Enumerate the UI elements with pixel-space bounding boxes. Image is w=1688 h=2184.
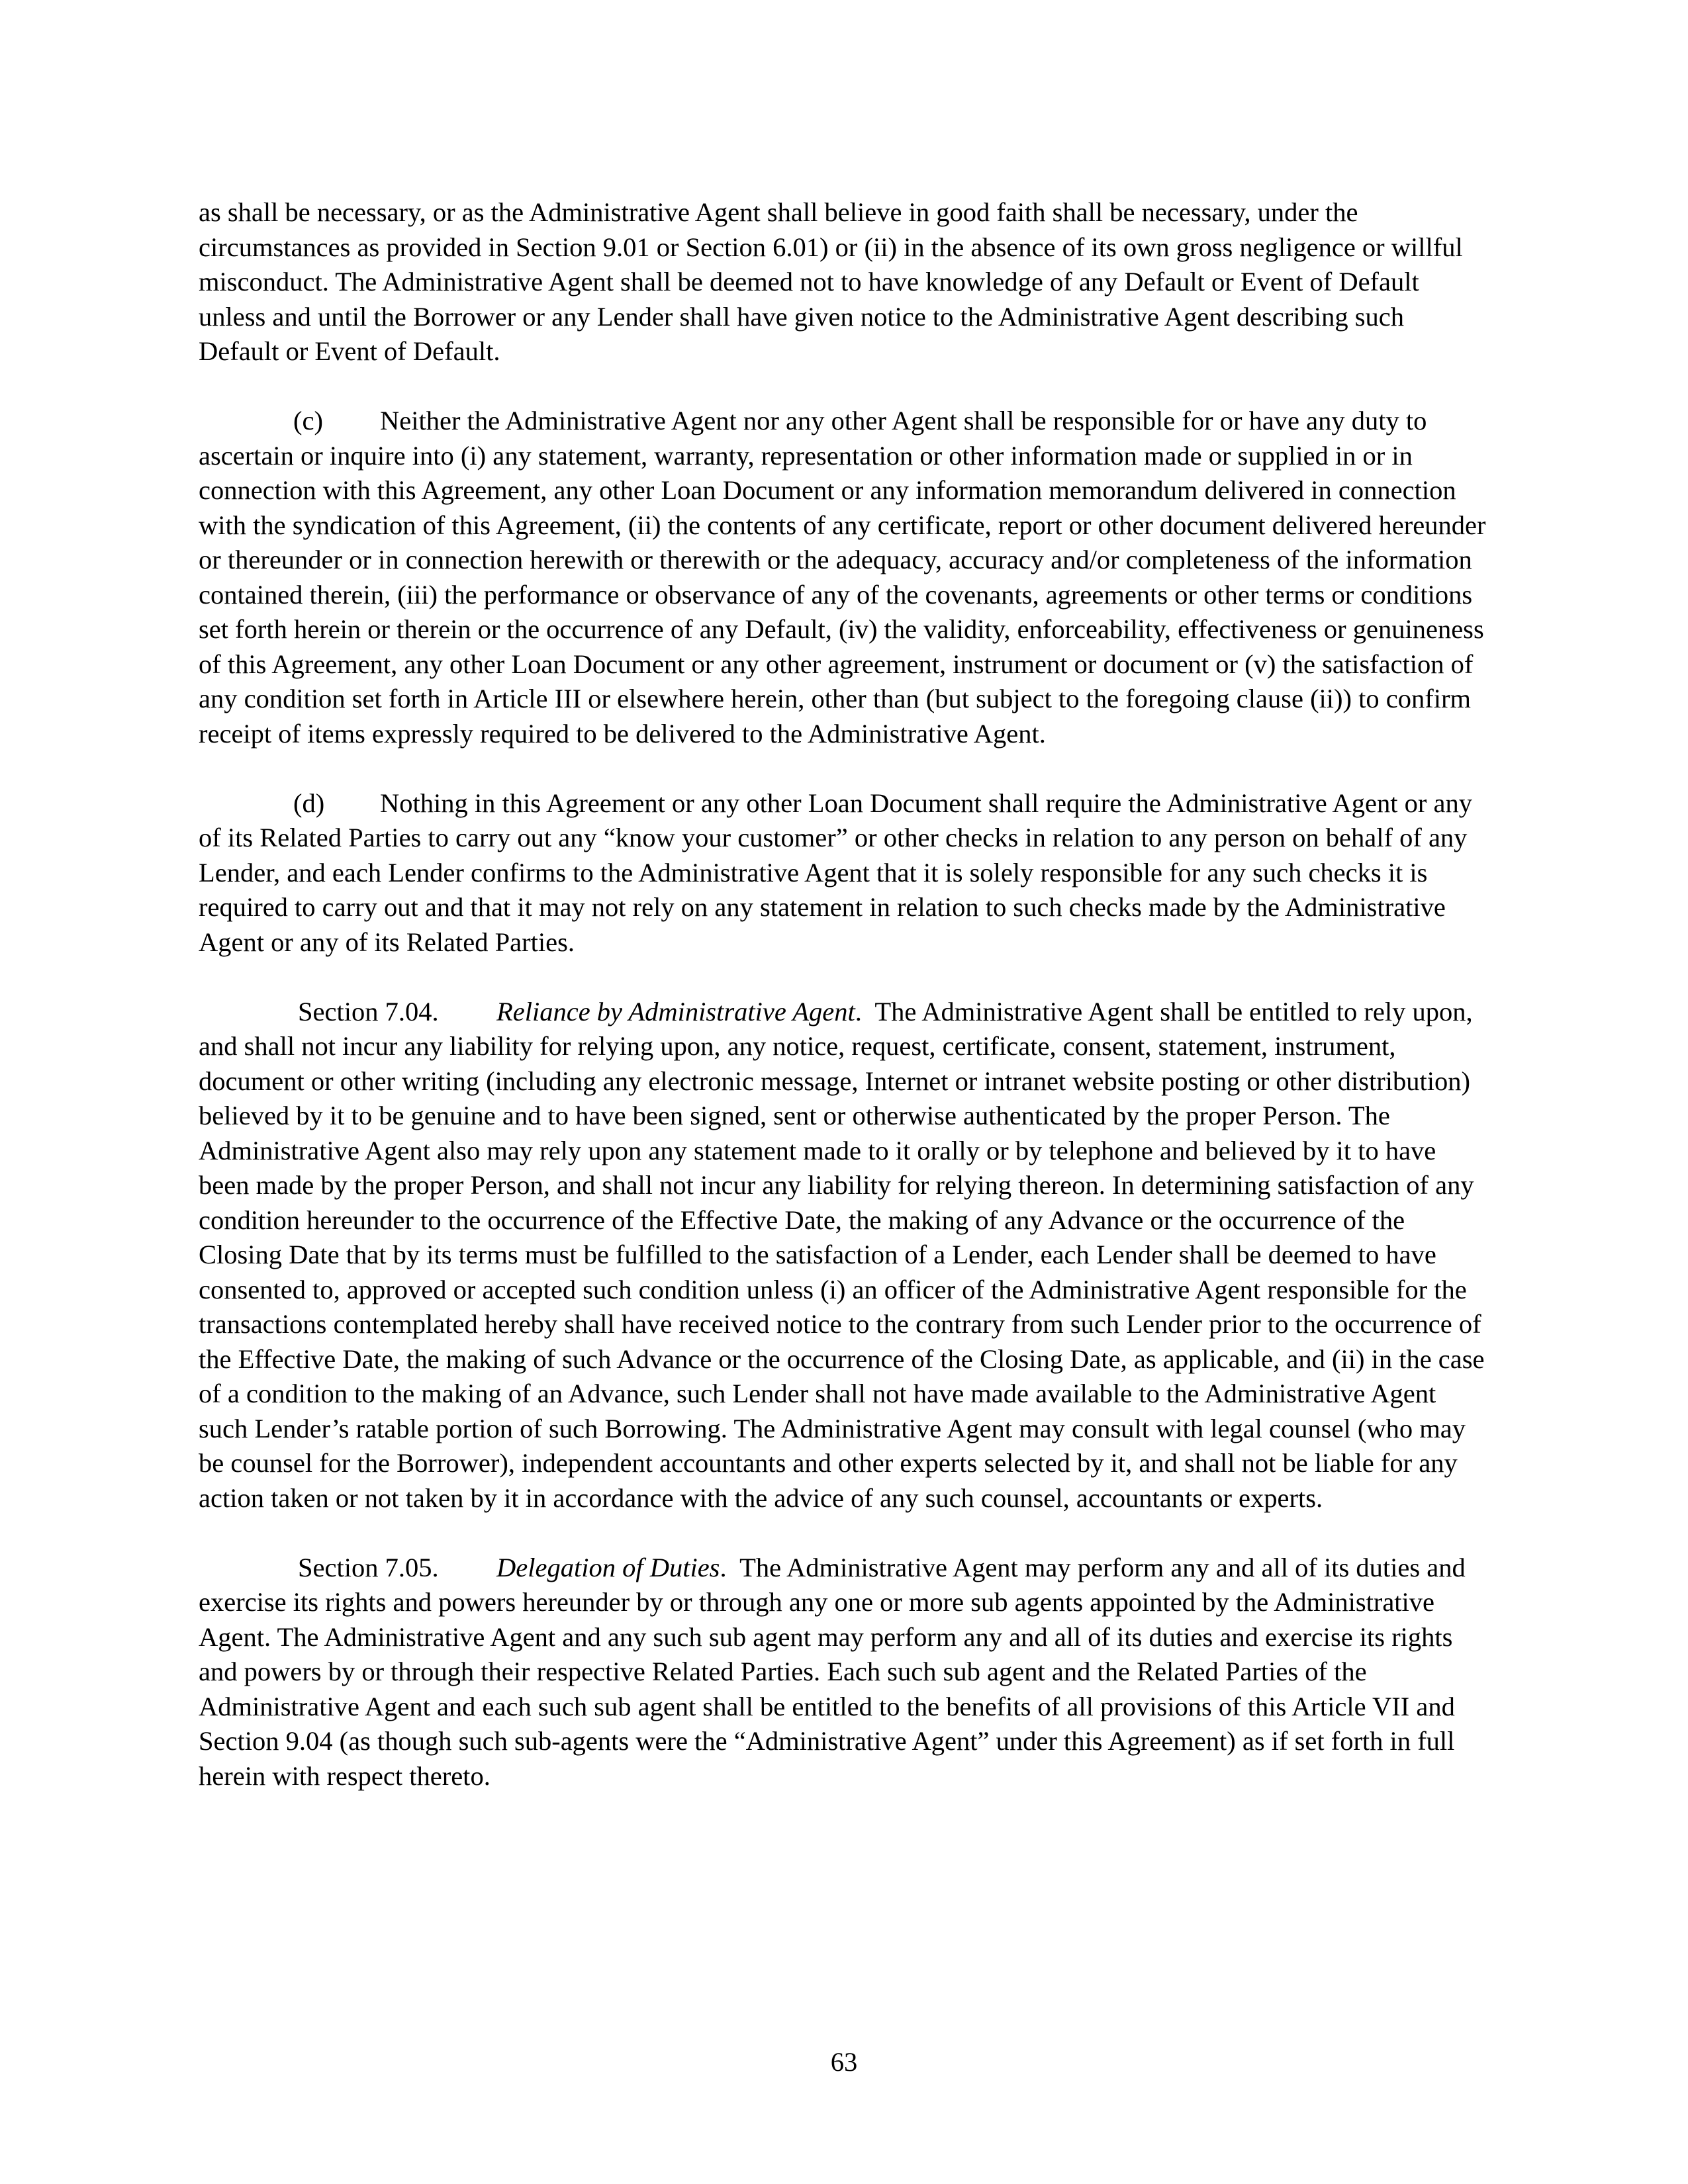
- paragraph-d: [199, 786, 1489, 960]
- section-7-05-heading-punct: .: [720, 1552, 727, 1582]
- section-7-04: [199, 995, 1489, 1516]
- paragraph-c: [199, 404, 1489, 751]
- section-7-04-number: Section 7.04.: [298, 996, 439, 1026]
- continuation-text: as shall be necessary, or as the Administrative Agent shall believe in good faith shall be necessary, under the circumstances as provided in Section 9.01 or Section 6.01) or (ii) in the absence of its own gross negligence or willful misconduct. The Administrative Agent shall be deemed not to have knowledge of any Default or Event of Default unless and until the Borrower or any Lender shall have given notice to the Administrative Agent describing such Default or Event of Default.: [199, 197, 1463, 366]
- paragraph-c-text: Neither the Administrative Agent nor any other Agent shall be responsible for or have any duty to ascertain or inquire into (i) any statement, warranty, representation or other information made or supplied in or in connection with this Agreement, any other Loan Document or any information memorandum delivered in connection with the syndication of this Agreement, (ii) the contents of any certificate, report or other document delivered hereunder or thereunder or in connection herewith or therewith or the adequacy, accuracy and/or completeness of the information contained therein, (iii) the performance or observance of any of the covenants, agreements or other terms or conditions set forth herein or therein or the occurrence of any Default, (iv) the validity, enforceability, effectiveness or genuineness of this Agreement, any other Loan Document or any other agreement, instrument or document or (v) the satisfaction of any condition set forth in Article III or elsewhere herein, other than (but subject to the foregoing clause (ii)) to confirm receipt of items expressly required to be delivered to the Administrative Agent.: [199, 406, 1486, 749]
- paragraph-c-label: (c): [293, 406, 323, 435]
- section-7-05-number: Section 7.05.: [298, 1552, 439, 1582]
- paragraph-d-label: (d): [293, 788, 325, 818]
- paragraph-d-text: Nothing in this Agreement or any other Loan Document shall require the Administrative Agent or any of its Related Parties to carry out any “know your customer” or other checks in relation to any person on behalf of any Lender, and each Lender confirms to the Administrative Agent that it is solely responsible for any such checks it is required to carry out and that it may not rely on any statement in relation to such checks made by the Administrative Agent or any of its Related Parties.: [199, 788, 1472, 957]
- section-7-04-heading-punct: .: [855, 996, 862, 1026]
- continuation-paragraph: [199, 195, 1489, 369]
- section-7-05: [199, 1551, 1489, 1794]
- section-7-05-text: The Administrative Agent may perform any and all of its duties and exercise its rights and powers hereunder by or through any one or more sub agents appointed by the Administrative Agent. The Administrative Agent and any such sub agent may perform any and all of its duties and exercise its rights and powers by or through their respective Related Parties. Each such sub agent and the Related Parties of the Administrative Agent and each such sub agent shall be entitled to the benefits of all provisions of this Article VII and Section 9.04 (as though such sub-agents were the “Administrative Agent” under this Agreement) as if set forth in full herein with respect thereto.: [199, 1552, 1466, 1791]
- section-7-04-text: The Administrative Agent shall be entitled to rely upon, and shall not incur any liability for relying upon, any notice, request, certificate, consent, statement, instrument, document or other writing (including any electronic message, Internet or intranet website posting or other distribution) believed by it to be genuine and to have been signed, sent or otherwise authenticated by the proper Person. The Administrative Agent also may rely upon any statement made to it orally or by telephone and believed by it to have been made by the proper Person, and shall not incur any liability for relying thereon. In determining satisfaction of any condition hereunder to the occurrence of the Effective Date, the making of any Advance or the occurrence of the Closing Date that by its terms must be fulfilled to the satisfaction of a Lender, each Lender shall be deemed to have consented to, approved or accepted such condition unless (i) an officer of the Administrative Agent responsible for the transactions contemplated hereby shall have received notice to the contrary from such Lender prior to the occurrence of the Effective Date, the making of such Advance or the occurrence of the Closing Date, as applicable, and (ii) in the case of a condition to the making of an Advance, such Lender shall not have made available to the Administrative Agent such Lender’s ratable portion of such Borrowing. The Administrative Agent may consult with legal counsel (who may be counsel for the Borrower), independent accountants and other experts selected by it, and shall not be liable for any action taken or not taken by it in accordance with the advice of any such counsel, accountants or experts.: [199, 996, 1485, 1513]
- section-7-05-heading: Delegation of Duties: [496, 1552, 720, 1582]
- page-number: 63: [830, 2047, 858, 2077]
- section-7-04-heading: Reliance by Administrative Agent: [496, 996, 855, 1026]
- document-page: [199, 195, 1489, 1829]
